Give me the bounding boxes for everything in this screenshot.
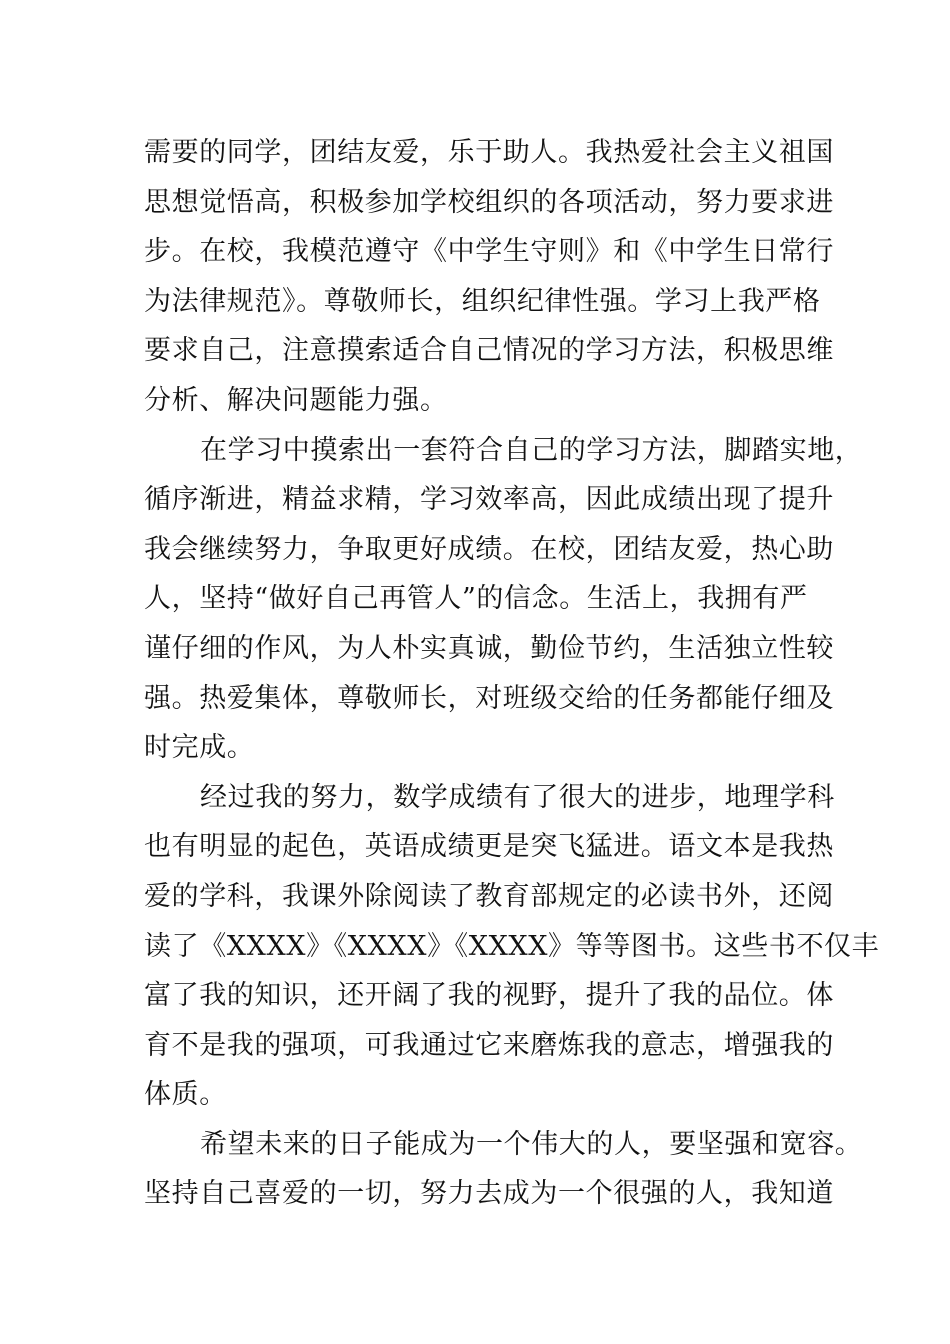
- paragraph-1: [144, 128, 844, 426]
- paragraph-4: [144, 1120, 863, 1219]
- paragraph-3: [144, 773, 880, 1120]
- text-line: 循序渐进，精益求精，学习效率高，因此成绩出现了提升: [144, 484, 834, 516]
- paragraph-2: [144, 426, 863, 773]
- text-line: 思想觉悟高，积极参加学校组织的各项活动，努力要求进: [144, 186, 834, 218]
- text-line: 人，坚持“做好自己再管人”的信念。生活上，我拥有严: [144, 583, 808, 615]
- text-line: 要求自己，注意摸索适合自己情况的学习方法，积极思维: [144, 335, 834, 367]
- text-line: 读了《XXXX》《XXXX》《XXXX》等等图书。这些书不仅丰: [144, 930, 880, 962]
- text-line: 在学习中摸索出一套符合自己的学习方法，脚踏实地，: [200, 434, 863, 466]
- text-line: 分析、解决问题能力强。: [144, 384, 448, 416]
- text-line: 坚持自己喜爱的一切，努力去成为一个很强的人，我知道: [144, 1178, 834, 1210]
- text-line: 我会继续努力，争取更好成绩。在校，团结友爱，热心助: [144, 533, 834, 565]
- text-line: 爱的学科，我课外除阅读了教育部规定的必读书外，还阅: [144, 880, 834, 912]
- text-line: 也有明显的起色，英语成绩更是突飞猛进。语文本是我热: [144, 831, 834, 863]
- text-line: 需要的同学，团结友爱，乐于助人。我热爱社会主义祖国: [144, 137, 834, 168]
- document-body: [144, 128, 880, 1219]
- text-line: 谨仔细的作风，为人朴实真诚，勤俭节约，生活独立性较: [144, 632, 834, 664]
- text-line: 强。热爱集体，尊敬师长，对班级交给的任务都能仔细及: [144, 682, 834, 714]
- text-line: 育不是我的强项，可我通过它来磨炼我的意志，增强我的: [144, 1029, 834, 1061]
- text-line: 经过我的努力，数学成绩有了很大的进步，地理学科: [200, 781, 835, 813]
- text-line: 步。在校，我模范遵守《中学生守则》和《中学生日常行: [144, 236, 834, 268]
- text-line: 时完成。: [144, 732, 255, 764]
- text-line: 富了我的知识，还开阔了我的视野，提升了我的品位。体: [144, 980, 834, 1012]
- text-line: 体质。: [144, 1079, 227, 1111]
- text-line: 希望未来的日子能成为一个伟大的人，要坚强和宽容。: [200, 1128, 863, 1160]
- text-line: 为法律规范》。尊敬师长，组织纪律性强。学习上我严格: [144, 285, 821, 317]
